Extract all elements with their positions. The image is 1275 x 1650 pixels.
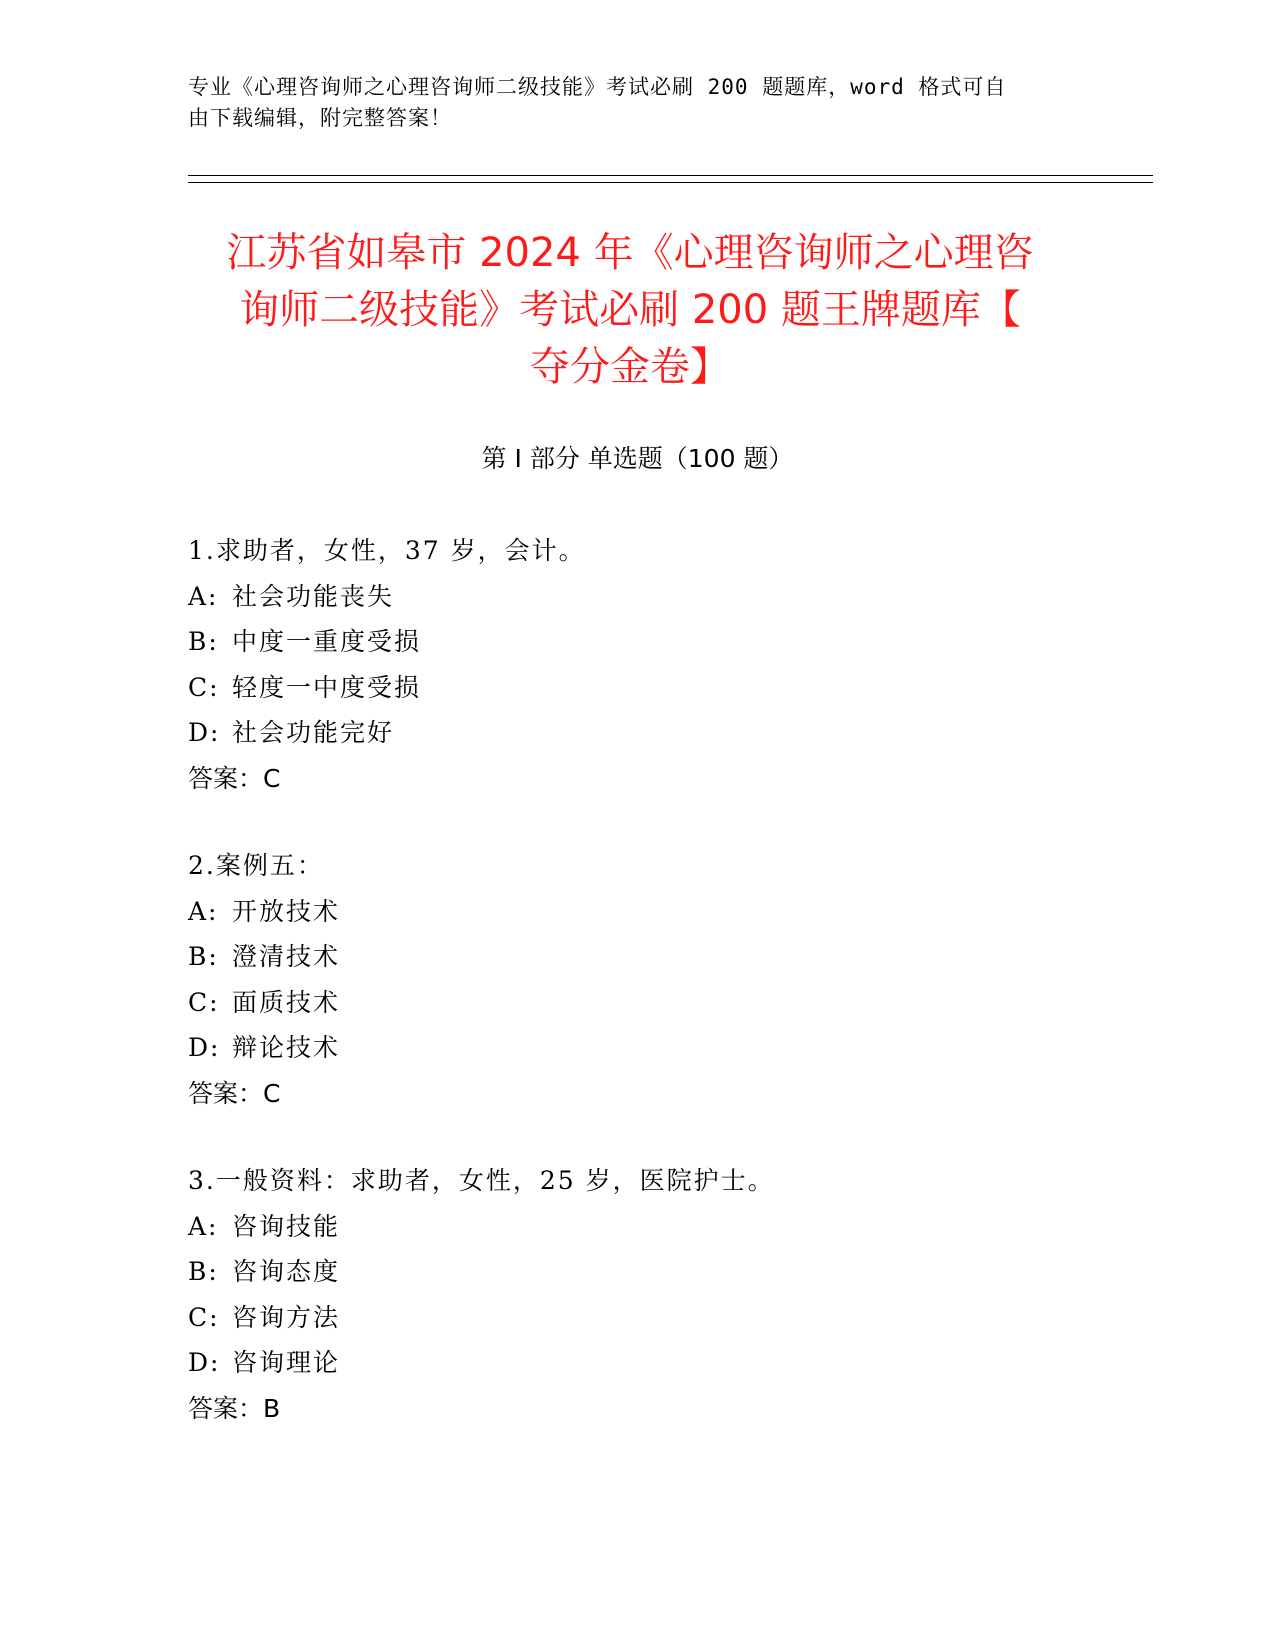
document-title [180, 225, 1080, 396]
option-letter: C: [188, 672, 220, 702]
option-letter: B: [188, 1257, 219, 1286]
option-b [188, 1249, 1148, 1295]
option-letter: C: [188, 987, 220, 1017]
option-d [188, 710, 1148, 756]
option-text: 轻度一中度受损 [232, 672, 422, 702]
document-title-line-2: 询师二级技能》考试必刷 200 题王牌题库【 [239, 287, 1021, 333]
option-a [188, 1204, 1148, 1250]
question-1 [188, 528, 1148, 801]
header-note-line-2: 由下载编辑，附完整答案！ [188, 106, 452, 130]
option-a [188, 889, 1148, 935]
option-c [188, 665, 1148, 711]
option-text: 中度一重度受损 [232, 627, 422, 656]
option-d [188, 1025, 1148, 1071]
header-divider-bottom [188, 182, 1153, 183]
option-letter: A: [188, 1211, 219, 1241]
option-text: 辩论技术 [232, 1033, 341, 1062]
option-text: 开放技术 [232, 896, 341, 926]
question-stem: 3.一般资料：求助者，女性，25 岁，医院护士。 [188, 1166, 775, 1195]
section-heading: 第 I 部分 单选题（100 题） [481, 444, 794, 473]
option-text: 咨询方法 [232, 1302, 341, 1332]
option-letter: D: [188, 718, 221, 747]
document-title-line-1: 江苏省如皋市 2024 年《心理咨询师之心理咨 [226, 230, 1034, 276]
question-stem: 2.案例五： [188, 851, 324, 880]
answer: 答案：B [188, 1393, 281, 1423]
option-c [188, 980, 1148, 1026]
header-divider-top [188, 175, 1153, 176]
option-b [188, 934, 1148, 980]
option-letter: A: [188, 896, 219, 926]
option-text: 社会功能丧失 [232, 581, 395, 611]
option-letter: D: [188, 1033, 221, 1062]
answer: 答案：C [188, 1078, 281, 1108]
option-text: 咨询技能 [232, 1211, 341, 1241]
option-d [188, 1340, 1148, 1386]
document-title-line-3: 夺分金卷】 [530, 344, 730, 390]
option-text: 咨询态度 [232, 1257, 341, 1286]
option-text: 咨询理论 [232, 1348, 341, 1377]
question-2 [188, 843, 1148, 1116]
option-letter: B: [188, 942, 219, 971]
option-c [188, 1295, 1148, 1341]
option-letter: B: [188, 627, 219, 656]
question-3 [188, 1158, 1148, 1431]
header-note [188, 72, 1088, 134]
option-letter: C: [188, 1302, 220, 1332]
option-text: 澄清技术 [232, 942, 341, 971]
option-text: 面质技术 [232, 987, 341, 1017]
option-letter: D: [188, 1348, 221, 1377]
question-stem: 1.求助者，女性，37 岁，会计。 [188, 536, 586, 565]
header-note-line-1: 专业《心理咨询师之心理咨询师二级技能》考试必刷 200 题题库，word 格式可自 [188, 75, 1007, 99]
option-a [188, 574, 1148, 620]
option-letter: A: [188, 581, 219, 611]
option-b [188, 619, 1148, 665]
question-list [188, 528, 1148, 1473]
option-text: 社会功能完好 [232, 718, 395, 747]
answer: 答案：C [188, 763, 281, 793]
